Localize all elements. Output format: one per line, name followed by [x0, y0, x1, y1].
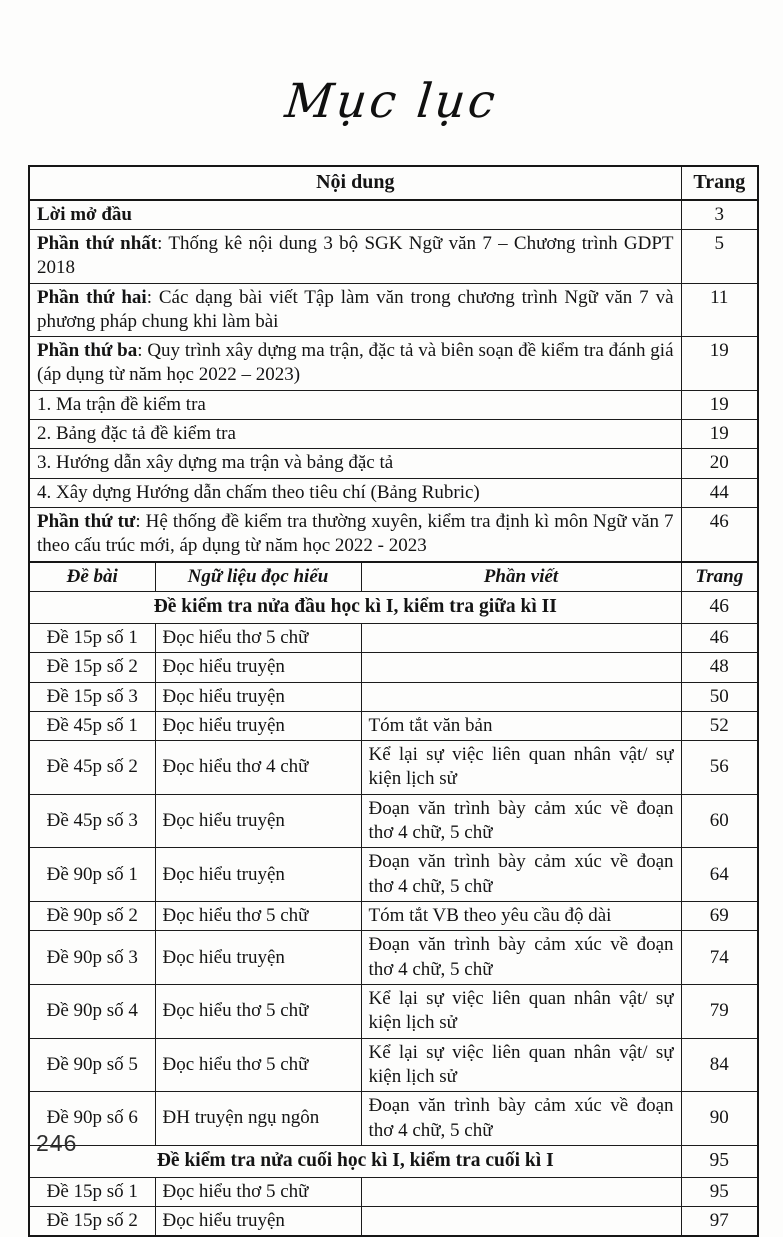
toc-row [29, 337, 758, 391]
header-page-cell: Trang [681, 166, 758, 200]
toc-entry-text: : Thống kê nội dung 3 bộ SGK Ngữ văn 7 – Chương trình GDPT 2018 [37, 232, 674, 279]
exam-ngu-lieu: Đọc hiểu truyện [155, 794, 361, 848]
toc-entry-prefix: Phần thứ tư [37, 511, 136, 533]
exam-phan-viet: Kể lại sự việc liên quan nhân vật/ sự kiện lịch sử [361, 984, 681, 1038]
exam-ngu-lieu: Đọc hiểu thơ 5 chữ [155, 623, 361, 652]
exam-de: Đề 90p số 5 [29, 1038, 155, 1092]
header-content-cell: Nội dung [29, 166, 681, 200]
toc-entry: 3. Hướng dẫn xây dựng ma trận và bảng đặc tả [29, 449, 681, 478]
exam-trang: 74 [681, 931, 758, 985]
exam-phan-viet [361, 1207, 681, 1237]
toc-row [29, 200, 758, 230]
section-title: Đề kiểm tra nửa đầu học kì I, kiểm tra giữa kì II [29, 591, 681, 623]
exam-trang: 50 [681, 682, 758, 711]
exam-row [29, 623, 758, 652]
toc-page: 19 [681, 337, 758, 391]
toc-row [29, 420, 758, 449]
toc-row [29, 283, 758, 337]
exam-trang: 95 [681, 1177, 758, 1206]
exam-ngu-lieu: Đọc hiểu truyện [155, 682, 361, 711]
toc-row [29, 478, 758, 507]
exam-ngu-lieu: Đọc hiểu truyện [155, 931, 361, 985]
toc-page: 19 [681, 390, 758, 419]
toc-entry-prefix: Phần thứ nhất [37, 232, 158, 254]
exam-trang: 52 [681, 711, 758, 740]
toc-entry: 2. Bảng đặc tả đề kiểm tra [29, 420, 681, 449]
toc-row [29, 449, 758, 478]
toc-entry-prefix: Phần thứ hai [37, 286, 147, 308]
exam-row [29, 1092, 758, 1146]
exam-phan-viet: Kể lại sự việc liên quan nhân vật/ sự kiện lịch sử [361, 1038, 681, 1092]
toc-page: 3 [681, 200, 758, 230]
exam-phan-viet [361, 1177, 681, 1206]
exam-row [29, 1177, 758, 1206]
toc-row [29, 390, 758, 419]
exam-header-row [29, 562, 758, 592]
exam-phan-viet: Kể lại sự việc liên quan nhân vật/ sự kiện lịch sử [361, 741, 681, 795]
exam-phan-viet [361, 653, 681, 682]
toc-row [29, 229, 758, 283]
exam-de: Đề 45p số 3 [29, 794, 155, 848]
exam-de: Đề 90p số 4 [29, 984, 155, 1038]
exam-row [29, 984, 758, 1038]
exam-header-ngu-lieu: Ngữ liệu đọc hiểu [155, 562, 361, 592]
exam-ngu-lieu: Đọc hiểu truyện [155, 711, 361, 740]
toc-entry-text: : Hệ thống đề kiểm tra thường xuyên, kiểm tra định kì môn Ngữ văn 7 theo cấu trúc mới, áp dụng từ năm học 2022 - 2023 [37, 511, 674, 557]
section-row [29, 591, 758, 623]
toc-entry: Lời mở đầu [29, 200, 681, 230]
exam-trang: 60 [681, 794, 758, 848]
exam-ngu-lieu: Đọc hiểu thơ 5 chữ [155, 1177, 361, 1206]
exam-row [29, 741, 758, 795]
exam-de: Đề 15p số 3 [29, 682, 155, 711]
toc-entry [29, 229, 681, 283]
exam-de: Đề 45p số 1 [29, 711, 155, 740]
exam-de: Đề 15p số 2 [29, 1207, 155, 1237]
toc-entry-text: : Quy trình xây dựng ma trận, đặc tả và biên soạn đề kiểm tra đánh giá (áp dụng từ năm học 2022 – 2023) [37, 340, 674, 386]
exam-trang: 90 [681, 1092, 758, 1146]
exam-ngu-lieu: Đọc hiểu thơ 4 chữ [155, 741, 361, 795]
exam-phan-viet [361, 682, 681, 711]
exam-trang: 97 [681, 1207, 758, 1237]
toc-page: 44 [681, 478, 758, 507]
exam-ngu-lieu: Đọc hiểu truyện [155, 848, 361, 902]
section-page: 46 [681, 591, 758, 623]
toc-entry-text: : Các dạng bài viết Tập làm văn trong chương trình Ngữ văn 7 và phương pháp chung khi làm bài [37, 286, 674, 332]
exam-phan-viet: Tóm tắt văn bản [361, 711, 681, 740]
exam-ngu-lieu: Đọc hiểu truyện [155, 1207, 361, 1237]
exam-trang: 84 [681, 1038, 758, 1092]
section-title: Đề kiểm tra nửa cuối học kì I, kiểm tra cuối kì I [29, 1145, 681, 1177]
exam-row [29, 653, 758, 682]
toc-entry [29, 508, 681, 562]
exam-row [29, 848, 758, 902]
exam-row [29, 711, 758, 740]
toc-table [28, 165, 759, 1237]
exam-ngu-lieu: Đọc hiểu truyện [155, 653, 361, 682]
exam-header-phan-viet: Phần viết [361, 562, 681, 592]
toc-row [29, 508, 758, 562]
exam-ngu-lieu: Đọc hiểu thơ 5 chữ [155, 984, 361, 1038]
toc-page: 19 [681, 420, 758, 449]
exam-phan-viet [361, 623, 681, 652]
exam-header-trang: Trang [681, 562, 758, 592]
exam-row [29, 682, 758, 711]
exam-phan-viet: Đoạn văn trình bày cảm xúc về đoạn thơ 4 chữ, 5 chữ [361, 848, 681, 902]
exam-trang: 64 [681, 848, 758, 902]
exam-phan-viet: Đoạn văn trình bày cảm xúc về đoạn thơ 4 chữ, 5 chữ [361, 794, 681, 848]
toc-page: 11 [681, 283, 758, 337]
exam-de: Đề 90p số 2 [29, 902, 155, 931]
exam-row [29, 1207, 758, 1237]
exam-row [29, 1038, 758, 1092]
toc-entry: 1. Ma trận đề kiểm tra [29, 390, 681, 419]
exam-de: Đề 90p số 6 [29, 1092, 155, 1146]
exam-phan-viet: Đoạn văn trình bày cảm xúc về đoạn thơ 4 chữ, 5 chữ [361, 931, 681, 985]
exam-ngu-lieu: ĐH truyện ngụ ngôn [155, 1092, 361, 1146]
exam-ngu-lieu: Đọc hiểu thơ 5 chữ [155, 1038, 361, 1092]
exam-ngu-lieu: Đọc hiểu thơ 5 chữ [155, 902, 361, 931]
toc-page: 46 [681, 508, 758, 562]
exam-header-de-bai: Đề bài [29, 562, 155, 592]
toc-entry-prefix: Phần thứ ba [37, 340, 138, 362]
toc-entry [29, 337, 681, 391]
toc-entry: 4. Xây dựng Hướng dẫn chấm theo tiêu chí (Bảng Rubric) [29, 478, 681, 507]
table-header-row [29, 166, 758, 200]
toc-page: 20 [681, 449, 758, 478]
exam-phan-viet: Đoạn văn trình bày cảm xúc về đoạn thơ 4 chữ, 5 chữ [361, 1092, 681, 1146]
exam-row [29, 931, 758, 985]
exam-de: Đề 15p số 1 [29, 1177, 155, 1206]
exam-de: Đề 15p số 2 [29, 653, 155, 682]
exam-phan-viet: Tóm tắt VB theo yêu cầu độ dài [361, 902, 681, 931]
exam-de: Đề 45p số 2 [29, 741, 155, 795]
toc-page: 5 [681, 229, 758, 283]
toc-entry [29, 283, 681, 337]
exam-row [29, 902, 758, 931]
exam-trang: 69 [681, 902, 758, 931]
exam-trang: 46 [681, 623, 758, 652]
exam-trang: 48 [681, 653, 758, 682]
exam-de: Đề 15p số 1 [29, 623, 155, 652]
exam-row [29, 794, 758, 848]
exam-trang: 56 [681, 741, 758, 795]
exam-trang: 79 [681, 984, 758, 1038]
exam-de: Đề 90p số 3 [29, 931, 155, 985]
section-row [29, 1145, 758, 1177]
page-title: Mục lục [282, 74, 501, 129]
page-number: 246 [36, 1130, 78, 1156]
exam-de: Đề 90p số 1 [29, 848, 155, 902]
section-page: 95 [681, 1145, 758, 1177]
